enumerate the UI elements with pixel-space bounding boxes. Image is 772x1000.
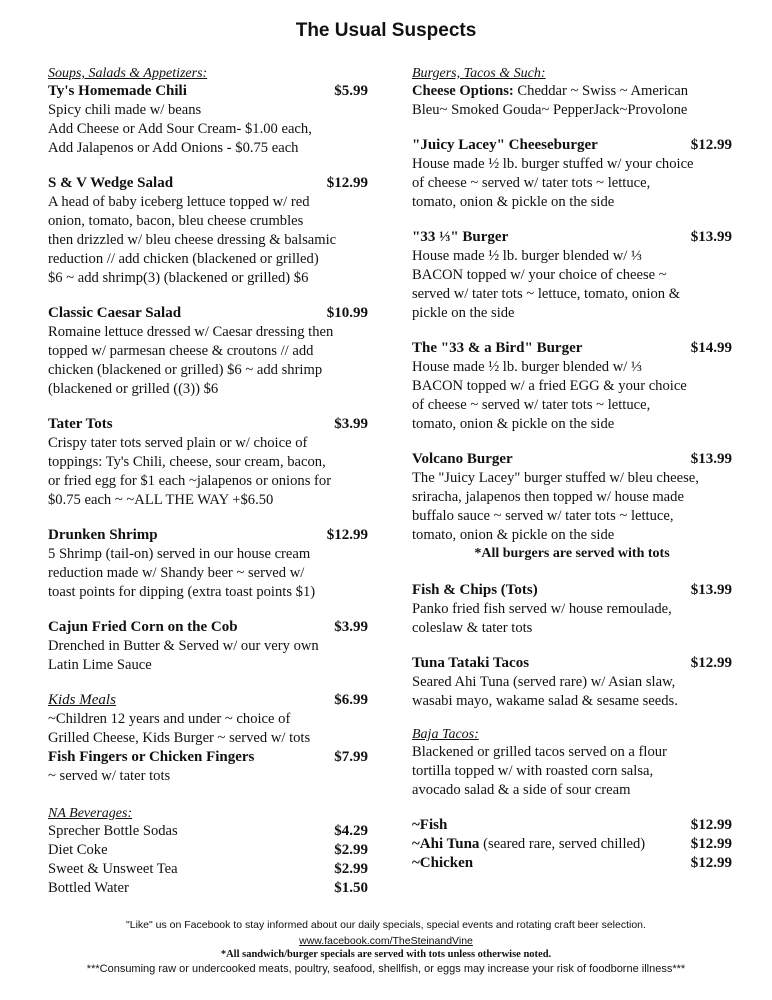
appetizer-item-desc: chicken (blackened or grilled) $6 ~ add shrimp [48,362,323,378]
section-header-burgers: Burgers, Tacos & Such: [412,66,546,81]
baja-option-name: ~Chicken [412,855,474,871]
burger-item-header [412,339,732,358]
section-header-kids: Kids Meals [48,692,116,708]
appetizer-item-desc: (blackened or grilled ((3)) $6 [48,381,219,397]
baja-option-name: ~Ahi Tuna [412,836,480,852]
appetizer-item [48,82,368,158]
beverage-name: Bottled Water [48,880,129,896]
appetizer-item-price: $3.99 [334,416,368,432]
burger-item-desc: The "Juicy Lacey" burger stuffed w/ bleu cheese, [412,470,699,486]
burgers-note: *All burgers are served with tots [474,546,670,561]
appetizer-item-desc: toast points for dipping (extra toast points $1) [48,584,316,600]
appetizer-item-desc: Drenched in Butter & Served w/ our very own [48,638,319,654]
baja-option-price: $12.99 [690,855,732,871]
appetizer-item-name: Ty's Homemade Chili [48,83,187,99]
appetizer-item [48,415,368,510]
appetizer-item-desc: A head of baby iceberg lettuce topped w/ red [48,194,310,210]
burger-item-desc: of cheese ~ served w/ tater tots ~ lettuce, [412,175,651,191]
fingers-row [48,748,368,767]
entree-item-header [412,654,732,673]
beverage-row [48,841,368,860]
baja-desc-2: tortilla topped w/ with roasted corn salsa, [412,763,654,779]
footer-health-warning: ***Consuming raw or undercooked meats, poultry, seafood, shellfish, or eggs may increase your risk of foodborne illness*** [86,963,686,975]
burger-item-header [412,450,732,469]
appetizer-item-desc: Latin Lime Sauce [48,657,152,673]
burger-item-name: The "33 & a Bird" Burger [412,340,583,356]
section-header-baja: Baja Tacos: [412,727,479,742]
baja-desc-1: Blackened or grilled tacos served on a flour [412,744,667,760]
baja-option-price: $12.99 [690,836,732,852]
burger-item-name: "33 ⅓" Burger [412,229,509,245]
burger-item-desc: BACON topped w/ your choice of cheese ~ [412,267,667,283]
appetizer-item-header [48,82,368,101]
appetizer-item-desc: or fried egg for $1 each ~jalapenos or onions for [48,473,332,489]
appetizer-item-desc: then drizzled w/ bleu cheese dressing & balsamic [48,232,337,248]
cheese-options-line-1 [412,82,732,101]
footer-tots-note: *All sandwich/burger specials are served with tots unless otherwise noted. [220,949,552,960]
burger-item [412,136,732,212]
burger-item-desc: buffalo sauce ~ served w/ tater tots ~ lettuce, [412,508,674,524]
appetizer-item-header [48,174,368,193]
footer-facebook-note: "Like" us on Facebook to stay informed about our daily specials, special events and rotating craft beer selection. [126,919,646,931]
appetizer-item-header [48,304,368,323]
appetizer-item-name: S & V Wedge Salad [48,175,174,191]
entree-item-desc: coleslaw & tater tots [412,620,533,636]
entree-item-header [412,581,732,600]
baja-option-row [412,854,732,873]
cheese-options-list-2: Bleu~ Smoked Gouda~ PepperJack~Provolone [412,102,688,118]
appetizer-item [48,618,368,675]
entree-item-name: Tuna Tataki Tacos [412,655,530,671]
appetizer-item-desc: Add Jalapenos or Add Onions - $0.75 each [48,140,299,156]
burger-item-name: Volcano Burger [412,451,513,467]
appetizer-item-desc: topped w/ parmesan cheese & croutons // add [48,343,314,359]
soups-list [48,82,368,675]
beverage-name: Sprecher Bottle Sodas [48,823,178,839]
burger-item-header [412,136,732,155]
burger-item-header [412,228,732,247]
fingers-name: Fish Fingers or Chicken Fingers [48,749,255,765]
baja-option-name: ~Fish [412,817,448,833]
beverage-price: $2.99 [334,842,368,858]
appetizer-item-name: Drunken Shrimp [48,527,158,543]
burgers-list [412,136,732,545]
baja-option-price: $12.99 [690,817,732,833]
entree-item-price: $12.99 [690,655,732,671]
beverage-price: $4.29 [334,823,368,839]
burger-item-desc: tomato, onion & pickle on the side [412,194,615,210]
beverage-price: $1.50 [334,880,368,896]
section-header-soups: Soups, Salads & Appetizers: [48,66,208,81]
burger-item-price: $14.99 [690,340,732,356]
burger-item [412,450,732,545]
baja-option-row [412,835,732,854]
beverage-name: Sweet & Unsweet Tea [48,861,178,877]
beverage-row [48,860,368,879]
appetizer-item-desc: 5 Shrimp (tail-on) served in our house cream [48,546,311,562]
baja-option-row [412,816,732,835]
burger-item-desc: tomato, onion & pickle on the side [412,527,615,543]
baja-desc-3: avocado salad & a side of sour cream [412,782,631,798]
entree-item-desc: wasabi mayo, wakame salad & sesame seeds. [412,693,678,709]
burger-item-desc: pickle on the side [412,305,515,321]
appetizer-item-desc: Add Cheese or Add Sour Cream- $1.00 each, [48,121,312,137]
kids-desc-1: ~Children 12 years and under ~ choice of [48,711,291,727]
burger-item [412,228,732,323]
burger-item-desc: House made ½ lb. burger stuffed w/ your choice [412,156,694,172]
burger-item-price: $13.99 [690,229,732,245]
entree-item [412,581,732,638]
beverage-price: $2.99 [334,861,368,877]
appetizer-item-header [48,618,368,637]
section-header-beverages: NA Beverages: [48,806,133,821]
beverages-list [48,822,368,898]
beverage-name: Diet Coke [48,842,108,858]
baja-option-label [412,835,645,854]
cheese-options-label: Cheese Options: [412,83,514,99]
appetizer-item-price: $10.99 [326,305,368,321]
baja-options-list [412,816,732,873]
burger-item-name: "Juicy Lacey" Cheeseburger [412,137,598,153]
entree-item-price: $13.99 [690,582,732,598]
burger-item-desc: BACON topped w/ a fried EGG & your choice [412,378,687,394]
appetizer-item-price: $12.99 [326,527,368,543]
appetizer-item [48,304,368,399]
burger-item-desc: House made ½ lb. burger blended w/ ⅓ [412,248,642,264]
burger-item-desc: of cheese ~ served w/ tater tots ~ lettuce, [412,397,651,413]
appetizer-item [48,174,368,288]
entree-item-desc: Panko fried fish served w/ house remoulade, [412,601,672,617]
beverage-row [48,879,368,898]
appetizer-item-name: Tater Tots [48,416,113,432]
baja-option-extra: (seared rare, served chilled) [479,836,646,852]
burger-item-desc: served w/ tater tots ~ lettuce, tomato, onion & [412,286,681,302]
appetizer-item-desc: onion, tomato, bacon, bleu cheese crumbles [48,213,304,229]
burger-item-desc: sriracha, jalapenos then topped w/ house made [412,489,684,505]
fingers-desc: ~ served w/ tater tots [48,768,171,784]
burger-item-desc: House made ½ lb. burger blended w/ ⅓ [412,359,642,375]
entree-item-desc: Seared Ahi Tuna (served rare) w/ Asian slaw, [412,674,676,690]
burger-item-desc: tomato, onion & pickle on the side [412,416,615,432]
kids-header-row [48,691,368,710]
kids-price: $6.99 [334,692,368,708]
entree-item [412,654,732,711]
page-title: The Usual Suspects [295,20,477,41]
cheese-options-list-1: Cheddar ~ Swiss ~ American [517,83,689,99]
burger-item-price: $13.99 [690,451,732,467]
left-column [48,66,368,898]
baja-option-label [412,854,473,873]
burger-item [412,339,732,434]
footer-facebook-link[interactable]: www.facebook.com/TheSteinandVine [299,935,473,947]
beverage-row [48,822,368,841]
appetizer-item [48,526,368,602]
appetizer-item-price: $5.99 [334,83,368,99]
appetizer-item-desc: toppings: Ty's Chili, cheese, sour cream, bacon, [48,454,326,470]
kids-desc-2: Grilled Cheese, Kids Burger ~ served w/ tots [48,730,311,746]
appetizer-item-desc: reduction // add chicken (blackened or grilled) [48,251,319,267]
burger-item-price: $12.99 [690,137,732,153]
appetizer-item-desc: Crispy tater tots served plain or w/ choice of [48,435,308,451]
appetizer-item-name: Classic Caesar Salad [48,305,182,321]
fingers-price: $7.99 [334,749,368,765]
other-items-list [412,581,732,711]
entree-item-name: Fish & Chips (Tots) [412,582,538,598]
appetizer-item-desc: Romaine lettuce dressed w/ Caesar dressing then [48,324,334,340]
appetizer-item-desc: $0.75 each ~ ~ALL THE WAY +$6.50 [48,492,274,508]
appetizer-item-header [48,415,368,434]
appetizer-item-desc: $6 ~ add shrimp(3) (blackened or grilled) $6 [48,270,309,286]
right-column [412,66,732,873]
appetizer-item-desc: reduction made w/ Shandy beer ~ served w/ [48,565,305,581]
appetizer-item-header [48,526,368,545]
appetizer-item-desc: Spicy chili made w/ beans [48,102,202,118]
appetizer-item-name: Cajun Fried Corn on the Cob [48,619,238,635]
appetizer-item-price: $12.99 [326,175,368,191]
appetizer-item-price: $3.99 [334,619,368,635]
baja-option-label [412,816,447,835]
